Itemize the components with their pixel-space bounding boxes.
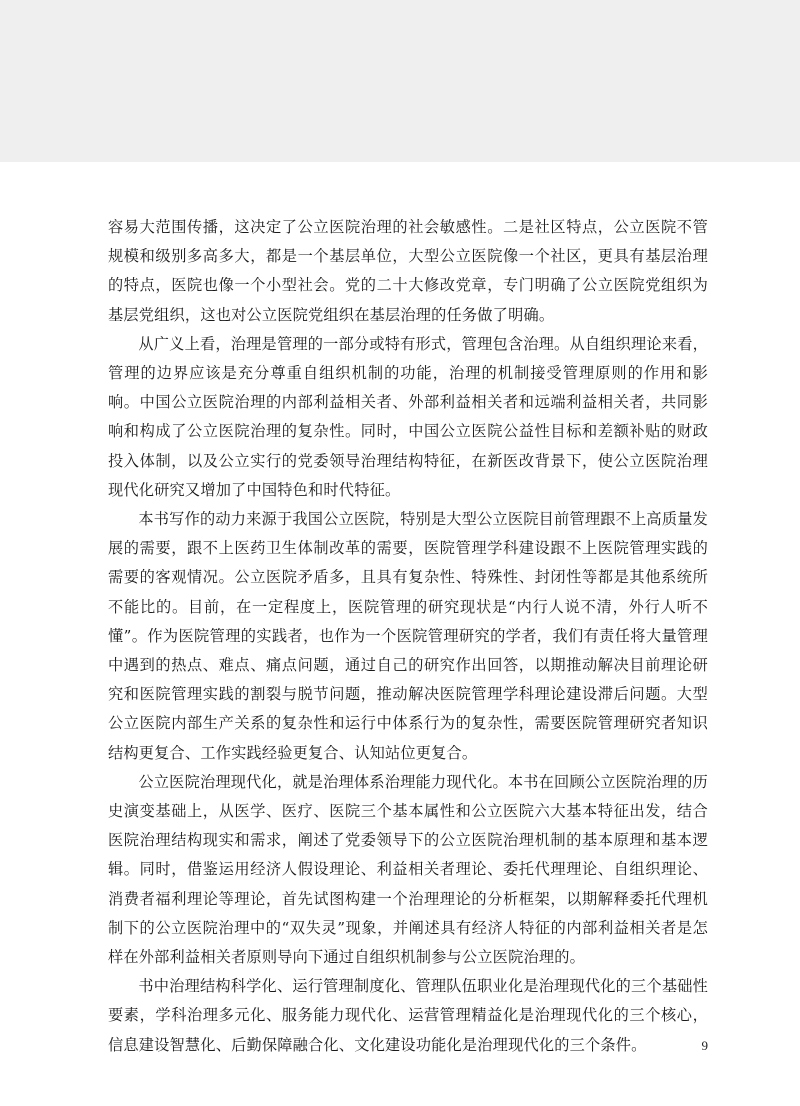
paragraph-5: 书中治理结构科学化、运行管理制度化、管理队伍职业化是治理现代化的三个基础性要素，学科治理多元化、服务能力现代化、运营管理精益化是治理现代化的三个核心，信息建设智慧化、后勤保障融合化、文化建设功能化是治理现代化的三个条件。: [108, 977, 708, 1054]
paragraph-2: 从广义上看，治理是管理的一部分或特有形式，管理包含治理。从自组织理论来看，管理的边界应该是充分尊重自组织机制的功能，治理的机制接受管理原则的作用和影响。中国公立医院治理的内部利益相关者、外部利益相关者和远端利益相关者，共同影响和构成了公立医院治理的复杂性。同时，中国公立医院公益性目标和差额补贴的财政投入体制，以及公立实行的党委领导治理结构特征，在新医改背景下，使公立医院治理现代化研究又增加了中国特色和时代特征。: [108, 334, 708, 499]
body-text: [108, 213, 708, 1060]
page-number: 9: [701, 1038, 708, 1053]
paragraph-3: 本书写作的动力来源于我国公立医院，特别是大型公立医院目前管理跟不上高质量发展的需要，跟不上医药卫生体制改革的需要，医院管理学科建设跟不上医院管理实践的需要的客观情况。公立医院矛盾多，且具有复杂性、特殊性、封闭性等都是其他系统所不能比的。目前，在一定程度上，医院管理的研究现状是“内行人说不清，外行人听不懂”。作为医院管理的实践者，也作为一个医院管理研究的学者，我们有责任将大量管理中遇到的热点、难点、痛点问题，通过自己的研究作出回答，以期推动解决目前理论研究和医院管理实践的割裂与脱节问题，推动解决医院管理学科理论建设滞后问题。大型公立医院内部生产关系的复杂性和运行中体系行为的复杂性，需要医院管理研究者知识结构更复合、工作实践经验更复合、认知站位更复合。: [108, 510, 708, 762]
header-band: [0, 0, 800, 162]
paragraph-1: 容易大范围传播，这决定了公立医院治理的社会敏感性。二是社区特点，公立医院不管规模和级别多高多大，都是一个基层单位，大型公立医院像一个社区，更具有基层治理的特点，医院也像一个小型社会。党的二十大修改党章，专门明确了公立医院党组织为基层党组织，这也对公立医院党组织在基层治理的任务做了明确。: [108, 218, 708, 324]
paragraph-4: 公立医院治理现代化，就是治理体系治理能力现代化。本书在回顾公立医院治理的历史演变基础上，从医学、医疗、医院三个基本属性和公立医院六大基本特征出发，结合医院治理结构现实和需求，阐述了党委领导下的公立医院治理机制的基本原理和基本逻辑。同时，借鉴运用经济人假设理论、利益相关者理论、委托代理理论、自组织理论、消费者福利理论等理论，首先试图构建一个治理理论的分析框架，以期解释委托代理机制下的公立医院治理中的“双失灵”现象，并阐述具有经济人特征的内部利益相关者是怎样在外部利益相关者原则导向下通过自组织机制参与公立医院治理的。: [108, 772, 708, 967]
